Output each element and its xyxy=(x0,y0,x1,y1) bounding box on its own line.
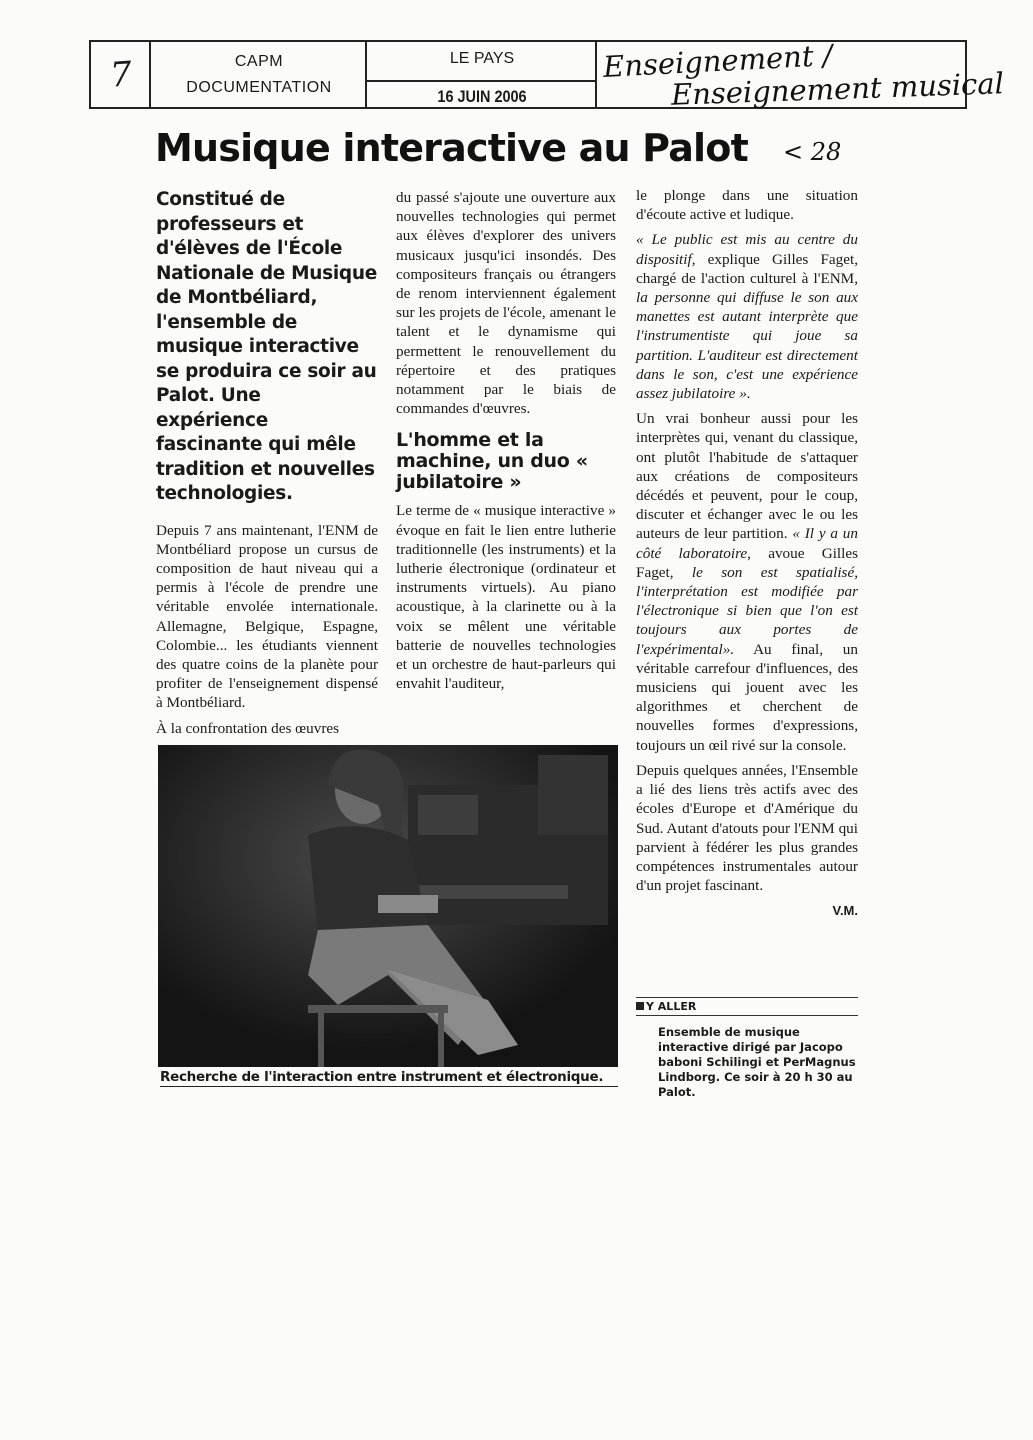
article-headline: Musique interactive au Palot xyxy=(155,126,748,170)
org-label xyxy=(151,42,367,107)
org-line-2: DOCUMENTATION xyxy=(186,78,332,96)
org-line-1: CAPM xyxy=(234,52,284,70)
body-text: Au final, un véritable carrefour d'influences, des musiciens qui jouent avec les algorithmes et cherchent de nouvelles formes d'expressions, toujours un œil rivé sur la console. xyxy=(636,640,858,754)
paragraph xyxy=(636,409,858,755)
quote-text: « Le public est mis au centre du dispositif, xyxy=(636,231,858,268)
attribution-text: explique Gilles Faget, chargé de l'action culturel à l'ENM, xyxy=(636,250,858,287)
article-column-1 xyxy=(156,188,378,744)
paragraph: Le terme de « musique interactive » évoque en fait le lien entre lutherie traditionnelle (les instruments) et la lutherie électronique (ordinateur et instruments virtuels). Au piano acoustique, à la clarinette ou à la voix se mêlent une véritable batterie de nouvelles technologies et un orchestre de haut-parleurs qui envahit l'auditeur, xyxy=(396,502,616,693)
article-column-2 xyxy=(396,188,616,699)
quote-text: la personne qui diffuse le son aux manettes est autant interprète que l'instrumentiste qui joue sa partition. L'auditeur est directement dans le son, c'est une expérience assez jubilatoire ». xyxy=(636,289,858,403)
author-signature: V.M. xyxy=(832,903,858,919)
quote-paragraph xyxy=(636,230,858,403)
quote-text: « Il y a un côté laboratoire, xyxy=(636,525,858,562)
article-subheading: L'homme et la machine, un duo « jubilatoire » xyxy=(396,429,588,494)
page-number: 7 xyxy=(108,53,134,96)
info-box-title xyxy=(636,1000,858,1016)
handwritten-reference: < 28 xyxy=(783,138,842,166)
article-column-3 xyxy=(636,186,858,921)
divider xyxy=(636,997,858,998)
newspaper-name: LE PAYS xyxy=(449,50,515,67)
photo-caption: Recherche de l'interaction entre instrument et électronique. xyxy=(160,1069,618,1087)
info-box-title-text: Y ALLER xyxy=(646,1000,697,1013)
paragraph: du passé s'ajoute une ouverture aux nouvelles technologies qui permet aux élèves d'explorer des univers musicaux jusqu'ici insondés. Des compositeurs français ou étrangers de renom interviennent également sur les projets de l'école, amenant le talent et le dynamisme qui permettent le renouvellement du répertoire et des pratiques notamment par le biais de commandes d'œuvres. xyxy=(396,189,616,418)
info-box-text: Ensemble de musique interactive dirigé par Jacopo baboni Schilingi et PerMagnus Lindborg. Ce soir à 20 h 30 au Palot. xyxy=(658,1025,856,1099)
body-text: Un vrai bonheur aussi pour les interprètes qui, venant du classique, ont plutôt l'habitude de s'attaquer aux créations de compositeurs décédés et peuvent, pour le coup, discuter et échanger avec le ou les auteurs de leur partition. xyxy=(636,410,858,543)
paragraph: le plonge dans une situation d'écoute active et ludique. xyxy=(636,187,858,224)
handwritten-subcategory: Enseignement musical xyxy=(670,66,1005,112)
bullet-square-icon xyxy=(636,1002,644,1010)
handwritten-category: Enseignement / xyxy=(602,38,834,84)
quote-text: le son est spatialisé, l'interprétation est modifiée par l'électronique si bien que l'on est toujours aux portes de l'expérimental». xyxy=(636,563,858,658)
attribution-text: avoue Gilles Faget, xyxy=(636,544,858,581)
paragraph: Depuis 7 ans maintenant, l'ENM de Montbéliard propose un cursus de composition de haut niveau qui a permis à l'école de prendre une véritable envolée internationale. Allemagne, Belgique, Espagne, Colombie... les étudiants viennent des quatre coins de la planète pour profiter de l'enseignement dispensé à Montbéliard. xyxy=(156,521,378,712)
paragraph: À la confrontation des œuvres xyxy=(156,719,340,737)
paragraph: Depuis quelques années, l'Ensemble a lié des liens très actifs avec des écoles d'Europe et d'Amérique du Sud. Autant d'atouts pour l'ENM qui parvient à fédérer les plus grandes compétences instrumentales autour d'un projet fascinant. xyxy=(636,761,858,895)
article-intro: Constitué de professeurs et d'élèves de l'École Nationale de Musique de Montbéliard, l'ensemble de musique interactive se produira ce soir au Palot. Une expérience fascinante qui mêle tradition et nouvelles technologies. xyxy=(156,189,377,504)
article-photo xyxy=(158,745,618,1067)
documentation-header-box xyxy=(89,38,1005,112)
date-stamp: 16 JUIN 2006 xyxy=(437,87,527,106)
